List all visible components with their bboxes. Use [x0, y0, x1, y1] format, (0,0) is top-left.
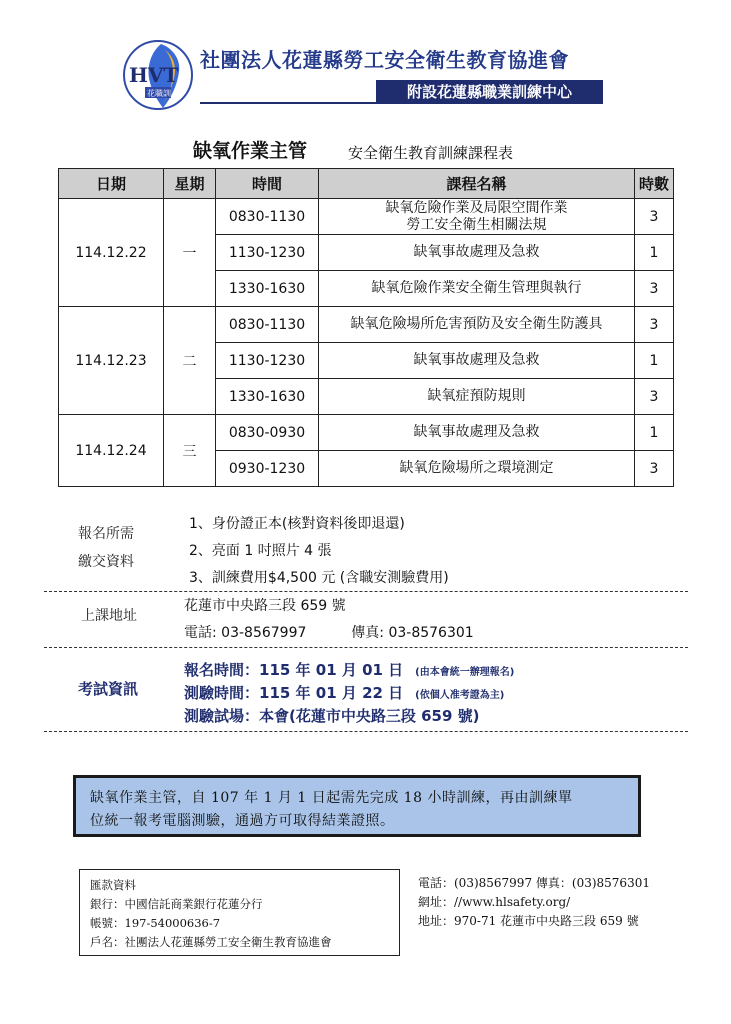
course-cell: 缺氧事故處理及急救 — [319, 415, 635, 451]
bank-holder: 戶名：社團法人花蓮縣勞工安全衛生教育協進會 — [90, 935, 332, 949]
logo-text: HVT — [129, 63, 179, 87]
requirement-item: 2、亮面 1 吋照片 4 張 — [189, 543, 332, 559]
course-cell: 缺氧症預防規則 — [319, 379, 635, 415]
notice-box — [73, 775, 641, 837]
section-divider — [44, 731, 688, 732]
hours-cell: 3 — [635, 307, 674, 343]
logo-subtext: 花職訓 — [147, 89, 171, 98]
test-date: 測驗時間：115 年 01 月 22 日 — [184, 684, 404, 702]
contact-address: 地址：970-71 花蓮市中央路三段 659 號 — [418, 914, 639, 928]
weekday-cell: 三 — [164, 415, 216, 487]
requirement-item: 3、訓練費用$4,500 元 (含職安測驗費用) — [189, 570, 449, 586]
notice-line: 位統一報考電腦測驗，通過方可取得結業證照。 — [90, 813, 395, 829]
test-note: (依個人准考證為主) — [415, 690, 505, 701]
course-title: 缺氧作業主管 — [193, 140, 308, 162]
time-cell: 1330-1630 — [216, 379, 319, 415]
hours-cell: 3 — [635, 451, 674, 487]
exam-registration — [184, 659, 514, 680]
weekday-cell: 二 — [164, 307, 216, 415]
location-contact — [184, 622, 474, 642]
exam-info-label: 考試資訊 — [78, 680, 139, 698]
requirement-item: 1、身份證正本(核對資料後即退還) — [189, 516, 405, 532]
hours-cell: 1 — [635, 415, 674, 451]
course-cell — [319, 199, 635, 235]
header-time: 時間 — [216, 169, 319, 199]
training-center-name: 附設花蓮縣職業訓練中心 — [376, 80, 603, 104]
course-subtitle: 安全衛生教育訓練課程表 — [348, 144, 514, 162]
exam-test-time — [184, 682, 504, 703]
course-cell: 缺氧事故處理及急救 — [319, 235, 635, 271]
registration-note: (由本會統一辦理報名) — [415, 667, 515, 678]
organization-name: 社團法人花蓮縣勞工安全衛生教育協進會 — [200, 48, 569, 72]
table-header-row — [59, 169, 674, 199]
hours-cell: 3 — [635, 271, 674, 307]
bank-account: 帳號：197-54000636-7 — [90, 916, 221, 930]
course-line: 勞工安全衛生相關法規 — [406, 216, 547, 233]
location-fax: 傳真: 03-8576301 — [351, 625, 474, 641]
contact-info — [418, 874, 650, 931]
header-date: 日期 — [59, 169, 164, 199]
requirements-label-line: 報名所需 — [78, 526, 134, 542]
time-cell: 1130-1230 — [216, 235, 319, 271]
date-cell: 114.12.22 — [59, 199, 164, 307]
course-cell: 缺氧危險作業安全衛生管理與執行 — [319, 271, 635, 307]
time-cell: 0830-1130 — [216, 199, 319, 235]
weekday-cell: 一 — [164, 199, 216, 307]
header-hours: 時數 — [635, 169, 674, 199]
exam-venue: 測驗試場：本會(花蓮市中央路三段 659 號) — [184, 707, 480, 725]
bank-name: 銀行：中國信託商業銀行花蓮分行 — [90, 897, 263, 911]
time-cell: 0830-1130 — [216, 307, 319, 343]
course-cell: 缺氧危險場所危害預防及安全衛生防護具 — [319, 307, 635, 343]
course-line: 缺氧危險作業及局限空間作業 — [385, 199, 568, 216]
bank-info-box — [79, 869, 400, 956]
requirements-label — [78, 520, 134, 576]
table-row — [59, 307, 674, 343]
header-divider — [200, 102, 376, 104]
schedule-table — [58, 168, 674, 487]
hours-cell: 1 — [635, 235, 674, 271]
location-label: 上課地址 — [81, 608, 137, 624]
location-address: 花蓮市中央路三段 659 號 — [184, 598, 346, 614]
section-divider — [44, 591, 688, 592]
header-weekday: 星期 — [164, 169, 216, 199]
table-row — [59, 415, 674, 451]
time-cell: 1130-1230 — [216, 343, 319, 379]
registration-date: 報名時間：115 年 01 月 01 日 — [184, 661, 404, 679]
location-phone: 電話: 03-8567997 — [184, 625, 307, 641]
hours-cell: 3 — [635, 379, 674, 415]
section-divider — [44, 647, 688, 648]
contact-website[interactable]: 網址：//www.hlsafety.org/ — [418, 895, 571, 909]
hours-cell: 3 — [635, 199, 674, 235]
date-cell: 114.12.24 — [59, 415, 164, 487]
time-cell: 0930-1230 — [216, 451, 319, 487]
requirements-label-line: 繳交資料 — [78, 554, 134, 570]
hours-cell: 1 — [635, 343, 674, 379]
organization-logo — [121, 38, 195, 112]
table-row — [59, 199, 674, 235]
header-course: 課程名稱 — [319, 169, 635, 199]
time-cell: 0830-0930 — [216, 415, 319, 451]
course-cell: 缺氧危險場所之環境測定 — [319, 451, 635, 487]
contact-phone-fax: 電話：(03)8567997 傳真：(03)8576301 — [418, 876, 650, 890]
date-cell: 114.12.23 — [59, 307, 164, 415]
bank-title: 匯款資料 — [90, 878, 136, 892]
course-cell: 缺氧事故處理及急救 — [319, 343, 635, 379]
time-cell: 1330-1630 — [216, 271, 319, 307]
notice-line: 缺氧作業主管，自 107 年 1 月 1 日起需先完成 18 小時訓練，再由訓練單 — [90, 790, 573, 806]
